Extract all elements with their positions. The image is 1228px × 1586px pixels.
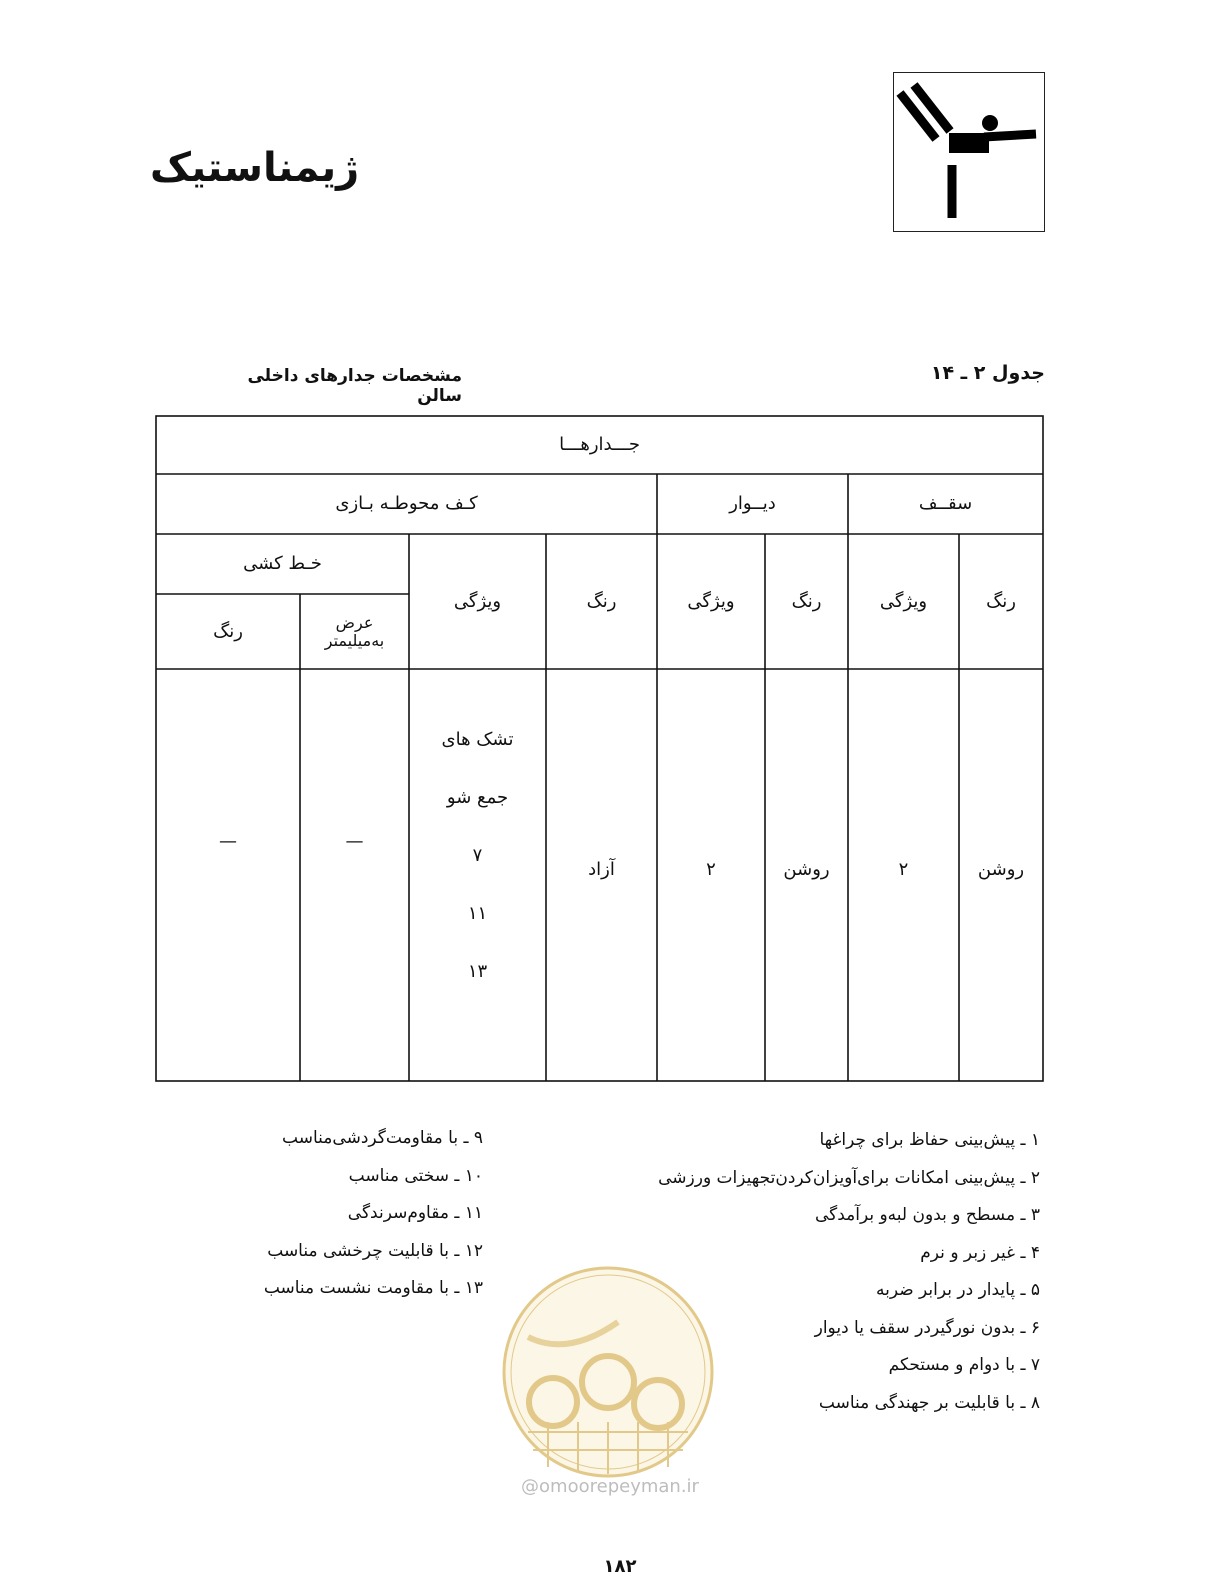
cell-ceiling-color: روشن <box>977 859 1025 881</box>
cell-marking-width: — <box>345 831 364 853</box>
table-number: جدول ۲ ـ ۱۴ <box>930 362 1045 384</box>
note-item: ۱ ـ پیش‌بینی حفاظ برای چراغها <box>819 1130 1040 1150</box>
note-item: ۲ ـ پیش‌بینی امکانات برای‌آویزان‌کردن‌تجهیزات ورزشی <box>658 1167 1040 1188</box>
page-number: ۱۸۲ <box>603 1556 637 1577</box>
cell-floor-color: آزاد <box>588 859 615 881</box>
page-title: ژیمناستیک <box>150 145 360 191</box>
watermark-site: @omoorepeyman.ir <box>521 1476 699 1497</box>
watermark-logo <box>498 1262 718 1482</box>
floor-feature-item: ۱۳ <box>467 961 488 982</box>
note-item: ۱۱ ـ مقاوم‌سرندگی <box>347 1203 483 1223</box>
note-item: ۷ ـ با دوام و مستحکم <box>888 1355 1040 1375</box>
section-wall: دیــوار <box>729 493 776 515</box>
col-ceiling-feature: ویژگی <box>879 590 928 612</box>
col-ceiling-color: رنگ <box>986 590 1016 612</box>
col-floor-color: رنگ <box>586 590 617 612</box>
cell-marking-color: — <box>219 831 237 853</box>
note-item: ۴ ـ غیر زبر و نرم <box>920 1242 1040 1263</box>
cell-floor-feature <box>409 711 546 1001</box>
notes-list-left <box>205 1120 483 1308</box>
note-item: ۱۳ ـ با مقاومت نشست مناسب <box>263 1278 483 1298</box>
table-caption: مشخصات جدارهای داخلی سالن <box>247 366 462 406</box>
col-wall-color: رنگ <box>791 590 822 612</box>
cell-wall-feature: ۲ <box>706 859 716 881</box>
table-group-header: جـــدارهـــا <box>559 434 640 456</box>
note-item: ۵ ـ پایدار در برابر ضربه <box>875 1280 1040 1300</box>
floor-feature-item: تشک های <box>441 729 514 750</box>
col-line-marking: خـط کشی <box>243 553 322 575</box>
note-item: ۱۲ ـ با قابلیت چرخشی مناسب <box>267 1240 483 1261</box>
note-item: ۹ ـ با مقاومت‌گردشی‌مناسب <box>282 1128 483 1148</box>
floor-feature-item: ۷ <box>472 845 483 866</box>
col-marking-color: رنگ <box>213 620 243 642</box>
watermark-site-text: omoorepeyman.ir <box>539 1476 699 1497</box>
marking-width-label-line2: به‌میلیمتر <box>324 630 385 650</box>
floor-feature-item: ۱۱ <box>467 903 488 924</box>
cell-ceiling-feature: ۲ <box>898 859 909 881</box>
note-item: ۳ ـ مسطح و بدون لبه‌و برآمدگی <box>814 1205 1040 1225</box>
note-item: ۸ ـ با قابلیت بر جهندگی مناسب <box>818 1392 1040 1413</box>
note-item: ۶ ـ بدون نورگیردر سقف یا دیوار <box>814 1317 1040 1338</box>
col-floor-feature: ویژگی <box>453 590 502 612</box>
floor-feature-item: جمع شو <box>446 787 509 808</box>
section-ceiling: سقــف <box>918 493 973 515</box>
section-floor: کـف محوطـه بـازی <box>335 493 478 515</box>
cell-wall-color: روشن <box>783 859 830 881</box>
marking-width-label-line1: عرض <box>335 612 374 632</box>
col-marking-width <box>300 594 409 669</box>
col-wall-feature: ویژگی <box>687 590 735 612</box>
note-item: ۱۰ ـ سختی مناسب <box>348 1165 483 1186</box>
